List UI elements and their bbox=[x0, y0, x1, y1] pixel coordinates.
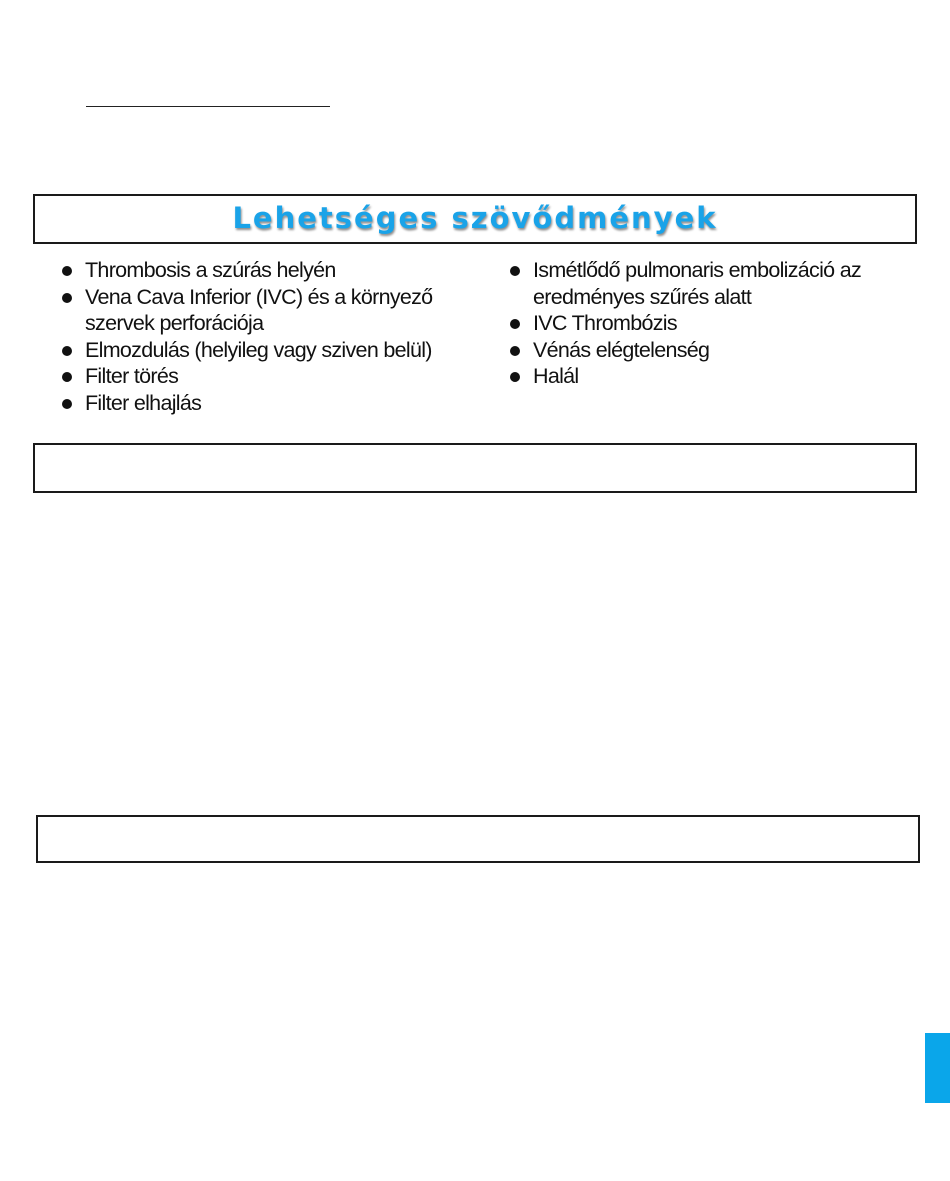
list-item bbox=[60, 363, 480, 390]
list-item-text: IVC Thrombózis bbox=[533, 311, 677, 335]
list-item bbox=[508, 310, 908, 337]
page-side-tab bbox=[925, 1033, 950, 1103]
list-item bbox=[60, 390, 480, 417]
bullet-icon bbox=[62, 293, 72, 303]
empty-section-box bbox=[36, 815, 920, 863]
bullet-icon bbox=[62, 266, 72, 276]
list-item-text: Elmozdulás (helyileg vagy sziven belül) bbox=[85, 337, 432, 362]
bullet-icon bbox=[510, 372, 520, 382]
list-item-text: Ismétlődő pulmonaris embolizáció az eredményes szűrés alatt bbox=[533, 258, 862, 309]
list-item-text: Halál bbox=[533, 364, 579, 388]
list-item-text: Thrombosis a szúrás helyén bbox=[85, 258, 336, 282]
bullet-icon bbox=[62, 372, 72, 382]
section-title: Lehetséges szövődmények bbox=[232, 201, 718, 235]
list-item-text: Vena Cava Inferior (IVC) és a környező szervek perforációja bbox=[85, 284, 433, 335]
bullet-icon bbox=[62, 399, 72, 409]
bullet-icon bbox=[510, 319, 520, 329]
list-item-text: Filter elhajlás bbox=[85, 390, 202, 415]
complications-list-left bbox=[60, 257, 480, 416]
bullet-icon bbox=[510, 266, 520, 276]
list-item bbox=[60, 284, 480, 337]
top-divider-line bbox=[86, 106, 330, 107]
complications-list-right bbox=[508, 257, 908, 390]
list-item-text: Vénás elégtelenség bbox=[533, 337, 710, 362]
list-item bbox=[60, 337, 480, 364]
list-item bbox=[508, 363, 908, 390]
list-item bbox=[508, 257, 908, 310]
complications-heading-box bbox=[33, 194, 917, 244]
list-item bbox=[60, 257, 480, 284]
bullet-icon bbox=[62, 346, 72, 356]
list-item bbox=[508, 337, 908, 364]
list-item-text: Filter törés bbox=[85, 364, 179, 388]
bullet-icon bbox=[510, 346, 520, 356]
empty-section-box bbox=[33, 443, 917, 493]
